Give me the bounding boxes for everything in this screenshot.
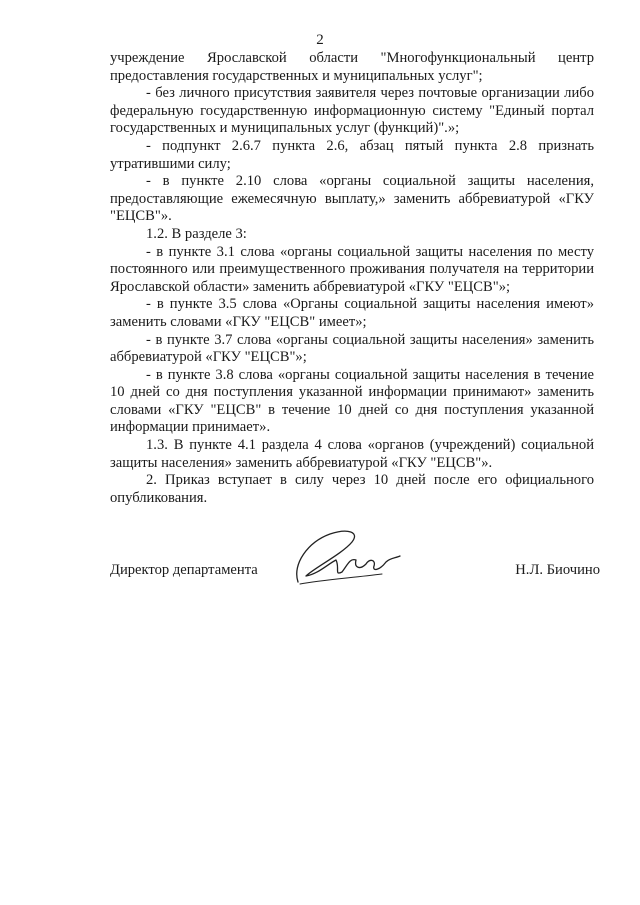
- paragraph-1: учреждение Ярославской области "Многофункциональный центр предоставления государственных и муниципальных услуг";: [110, 50, 594, 84]
- paragraph-11: 2. Приказ вступает в силу через 10 дней после его официального опубликования.: [110, 472, 594, 506]
- paragraph-4: - в пункте 2.10 слова «органы социальной защиты населения, предоставляющие ежемесячную выплату,» заменить аббревиатурой «ГКУ "ЕЦСВ"».: [110, 173, 594, 225]
- paragraph-7: - в пункте 3.5 слова «Органы социальной защиты населения имеют» заменить словами «ГКУ "ЕЦСВ" имеет»;: [110, 296, 594, 330]
- signer-name: Н.Л. Биочино: [515, 562, 600, 578]
- page-number: 2: [316, 32, 324, 48]
- paragraph-10: 1.3. В пункте 4.1 раздела 4 слова «органов (учреждений) социальной защиты населения» заменить аббревиатурой «ГКУ "ЕЦСВ"».: [110, 437, 594, 471]
- handwritten-signature: [290, 524, 410, 590]
- paragraph-2: - без личного присутствия заявителя через почтовые организации либо федеральную государственную информационную систему "Единый портал государственных и муниципальных услуг (функций)".»;: [110, 85, 594, 137]
- signer-title: Директор департамента: [110, 562, 258, 578]
- paragraph-5: 1.2. В разделе 3:: [146, 225, 247, 242]
- paragraph-8: - в пункте 3.7 слова «органы социальной защиты населения» заменить аббревиатурой «ГКУ "ЕЦСВ"»;: [110, 331, 594, 366]
- signature-block: [110, 520, 600, 600]
- document-body: [110, 50, 594, 507]
- paragraph-3: - подпункт 2.6.7 пункта 2.6, абзац пятый пункта 2.8 признать утратившими силу;: [110, 137, 594, 172]
- paragraph-6: - в пункте 3.1 слова «органы социальной защиты населения по месту постоянного или преимущественного проживания получателя на территории Ярославской области» заменить аббревиатурой «ГКУ "ЕЦСВ"»;: [110, 243, 594, 295]
- paragraph-9: - в пункте 3.8 слова «органы социальной защиты населения в течение 10 дней со дня поступления указанной информации принимают» заменить словами «ГКУ "ЕЦСВ" в течение 10 дней со дня поступления указанной информации принимает».: [110, 366, 594, 436]
